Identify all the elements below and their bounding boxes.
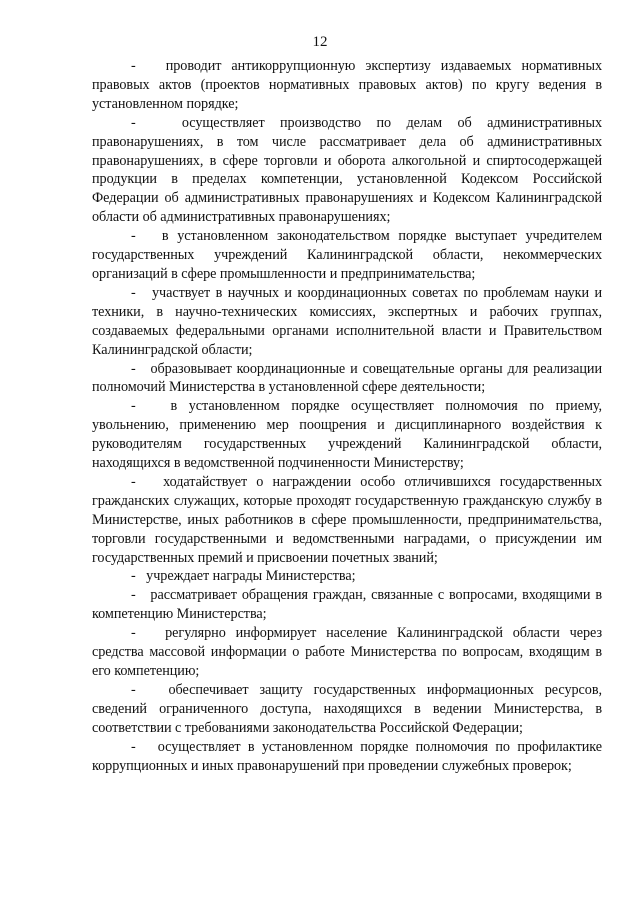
page-number: 12 <box>312 34 328 50</box>
list-item: - проводит антикоррупционную экспертизу издаваемых нормативных правовых актов (проектов нормативных правовых актов) по кругу ведения в установленном порядке; <box>92 58 602 112</box>
list-item: - регулярно информирует население Калининградской области через средства массовой информации о работе Министерства по вопросам, входящим в его компетенцию; <box>92 625 602 679</box>
list-item: - рассматривает обращения граждан, связанные с вопросами, входящими в компетенцию Министерства; <box>92 587 602 623</box>
list-item: - в установленном порядке осуществляет полномочия по приему, увольнению, применению мер поощрения и дисциплинарного воздействия к руководителям государственных учреждений Калининградской области, находящихся в ведомственной подчиненности Министерству; <box>92 398 602 472</box>
list-item: - осуществляет производство по делам об административных правонарушениях, в том числе рассматривает дела об административных правонарушениях, в сфере торговли и оборота алкогольной и спиртосодержащей продукции в пределах компетенции, установленной Кодексом Российской Федерации об административных правонарушениях и Кодексом Калининградской области об административных правонарушениях; <box>92 114 602 226</box>
list-item: - участвует в научных и координационных советах по проблемам науки и техники, в научно-технических комиссиях, экспертных и рабочих группах, создаваемых федеральными органами исполнительной власти и Правительством Калининградской области; <box>92 284 602 358</box>
list-item: - ходатайствует о награждении особо отличившихся государственных гражданских служащих, которые проходят государственную гражданскую службу в Министерстве, иных работников в сфере промышленности, предпринимательства, торговли государственными и ведомственными наградами, о присуждении им государственных премий и присвоении почетных званий; <box>92 473 602 566</box>
list-item: - обеспечивает защиту государственных информационных ресурсов, сведений ограниченного доступа, находящихся в ведении Министерства, в соответствии с требованиями законодательства Российской Федерации; <box>92 681 602 736</box>
list-item: - учреждает награды Министерства; <box>131 568 356 585</box>
page-body <box>92 57 602 775</box>
list-item: - образовывает координационные и совещательные органы для реализации полномочий Министерства в установленной сфере деятельности; <box>92 360 602 396</box>
list-item: - осуществляет в установленном порядке полномочия по профилактике коррупционных и иных правонарушений при проведении служебных проверок; <box>92 738 602 774</box>
list-item: - в установленном законодательством порядке выступает учредителем государственных учреждений Калининградской области, некоммерческих организаций в сфере промышленности и предпринимательства; <box>92 228 602 282</box>
